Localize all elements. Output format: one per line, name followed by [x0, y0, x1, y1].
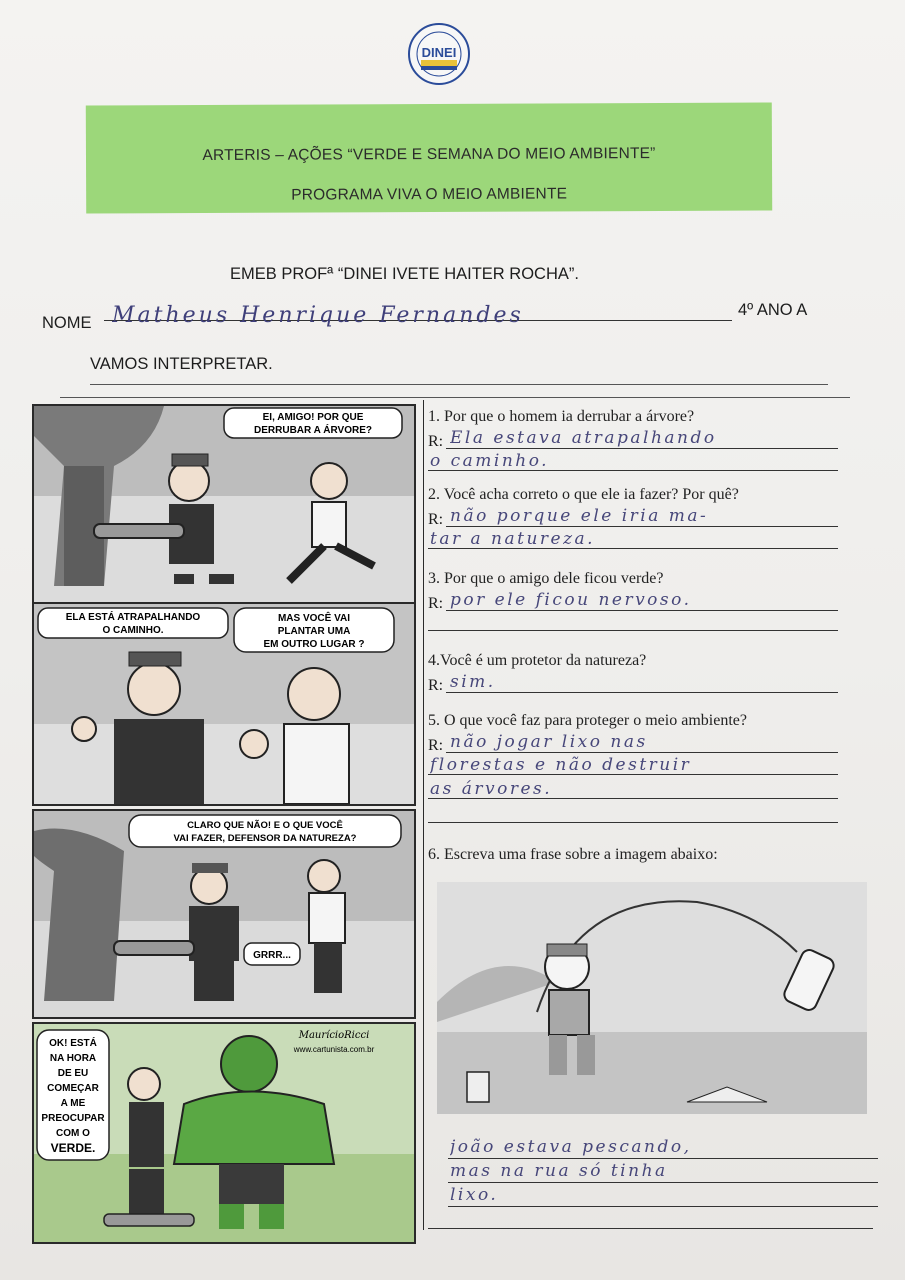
bubble-text: PREOCUPAR [41, 1113, 105, 1124]
grade-label: 4º ANO A [738, 301, 808, 319]
bubble-text: DE EU [57, 1068, 89, 1079]
fishing-illustration [437, 882, 867, 1114]
answer-line [448, 1182, 878, 1183]
answer-4-line-1: sim. [450, 672, 496, 692]
answer-5-line-1: não jogar lixo nas [450, 732, 648, 752]
answer-6-line-3: lixo. [450, 1185, 499, 1205]
header-banner [86, 103, 772, 214]
answer-3-line-1: por ele ficou nervoso. [450, 590, 692, 610]
answer-6-line-1: joão estava pescando, [450, 1137, 692, 1157]
bubble-text: EI, AMIGO! POR QUE [262, 412, 364, 423]
comic-panel-1 [32, 404, 416, 604]
comic-panel-3 [32, 809, 416, 1019]
answer-line [428, 630, 838, 631]
name-label: NOME [42, 314, 92, 332]
bubble-text: COMEÇAR [47, 1083, 99, 1094]
question-3: 3. Por que o amigo dele ficou verde? [428, 570, 664, 587]
student-name: Matheus Henrique Fernandes [112, 303, 524, 328]
cartoonist-site: www.cartunista.com.br [293, 1045, 375, 1054]
answer-prefix: R: [428, 677, 444, 694]
answer-prefix: R: [428, 433, 444, 450]
answer-line [446, 752, 838, 753]
growl-text: GRRR... [253, 950, 291, 961]
bubble-text: VERDE. [50, 1141, 96, 1155]
header-title: ARTERIS – AÇÕES “VERDE E SEMANA DO MEIO AMBIENTE” [202, 145, 656, 164]
question-6: 6. Escreva uma frase sobre a imagem abaixo: [428, 846, 718, 863]
bubble-text: O CAMINHO. [102, 625, 164, 636]
answer-line [446, 692, 838, 693]
bubble-text: MAS VOCÊ VAI [277, 613, 351, 624]
answer-prefix: R: [428, 595, 444, 612]
chainsaw-icon [104, 1214, 194, 1226]
answer-line [446, 448, 838, 449]
bubble-text: PLANTAR UMA [277, 626, 351, 637]
divider-line [60, 397, 850, 398]
answer-2-line-2: tar a natureza. [430, 529, 596, 549]
question-4: 4.Você é um protetor da natureza? [428, 652, 647, 669]
question-1: 1. Por que o homem ia derrubar a árvore? [428, 408, 695, 425]
answer-line [446, 526, 838, 527]
school-name: EMEB PROFª “DINEI IVETE HAITER ROCHA”. [230, 265, 579, 283]
answer-5-line-3: as árvores. [430, 779, 553, 799]
bubble-text: OK! ESTÁ [49, 1038, 97, 1049]
bubble-text: COM O [56, 1128, 90, 1139]
bubble-text: ELA ESTÁ ATRAPALHANDO [65, 612, 201, 623]
question-2: 2. Você acha correto o que ele ia fazer? Por quê? [428, 486, 739, 503]
can-icon [467, 1072, 489, 1102]
school-logo-icon [407, 22, 471, 86]
bubble-text: VAI FAZER, DEFENSOR DA NATUREZA? [173, 833, 357, 844]
answer-prefix: R: [428, 511, 444, 528]
answer-line [448, 1158, 878, 1159]
bubble-text: A ME [60, 1098, 86, 1109]
bubble-text: NA HORA [49, 1053, 97, 1064]
bubble-text: EM OUTRO LUGAR ? [263, 639, 365, 650]
answer-line [428, 1228, 873, 1229]
answer-1-line-2: o caminho. [430, 451, 550, 471]
comic-panel-4 [32, 1022, 416, 1244]
cartoonist-signature: MaurícioRicci [298, 1030, 370, 1041]
divider-line [90, 384, 828, 385]
lumberjack-figure [128, 1068, 164, 1219]
answer-1-line-1: Ela estava atrapalhando [450, 428, 717, 448]
answer-line [446, 610, 838, 611]
question-5: 5. O que você faz para proteger o meio ambiente? [428, 712, 747, 729]
answer-6-line-2: mas na rua só tinha [450, 1161, 668, 1181]
bubble-text: DERRUBAR A ÁRVORE? [254, 425, 372, 436]
answer-2-line-1: não porque ele iria ma- [450, 506, 709, 526]
answer-prefix: R: [428, 737, 444, 754]
answer-line [448, 1206, 878, 1207]
answer-line [428, 822, 838, 823]
answer-5-line-2: florestas e não destruir [430, 755, 692, 775]
comic-panel-2 [32, 602, 416, 806]
bubble-text: CLARO QUE NÃO! E O QUE VOCÊ [187, 820, 343, 831]
header-subtitle: PROGRAMA VIVA O MEIO AMBIENTE [291, 185, 568, 204]
instruction-heading: VAMOS INTERPRETAR. [90, 355, 273, 373]
logo-text: DINEI [421, 45, 457, 60]
